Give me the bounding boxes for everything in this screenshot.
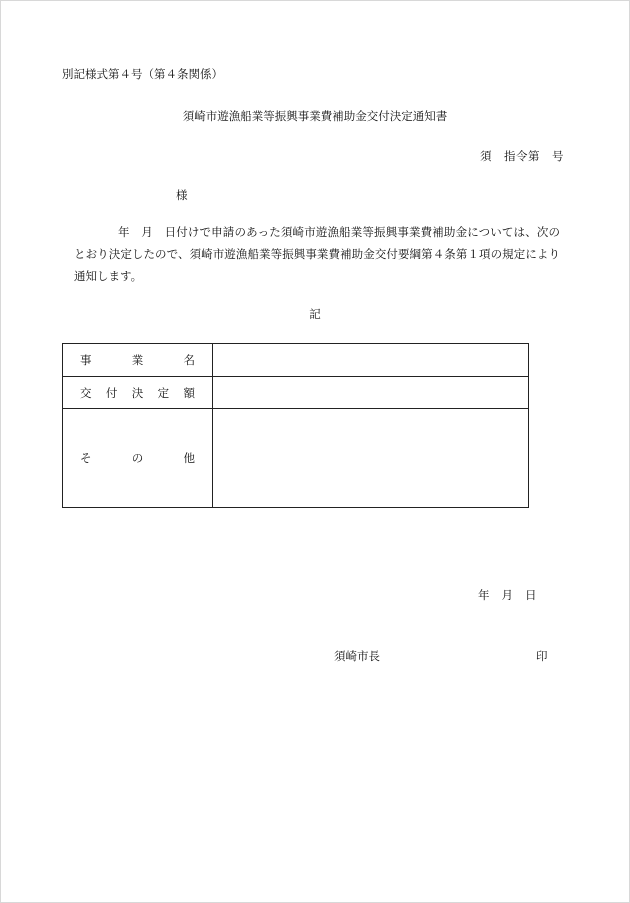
issue-date <box>478 587 537 603</box>
document-title: 須崎市遊漁船業等振興事業費補助金交付決定通知書 <box>182 109 448 123</box>
value-grant-amount <box>213 377 529 409</box>
date-month: 月 <box>501 588 513 602</box>
table-row <box>63 344 529 377</box>
date-year: 年 <box>478 588 490 602</box>
label-business-name: 事業名 <box>63 344 213 377</box>
table-row <box>63 377 529 409</box>
form-number: 別記様式第４号（第４条関係） <box>62 67 223 81</box>
value-other <box>213 409 529 508</box>
addressee-honorific: 様 <box>176 188 188 202</box>
detail-table <box>62 343 529 508</box>
issuer-name: 須崎市長 <box>334 649 380 663</box>
label-other: その他 <box>63 409 213 508</box>
ki-heading: 記 <box>309 307 321 321</box>
value-business-name <box>213 344 529 377</box>
label-grant-amount: 交付決定額 <box>63 377 213 409</box>
body-text: 年 月 日付けで申請のあった須崎市遊漁船業等振興事業費補助金については、次のとおり決定したので、須崎市遊漁船業等振興事業費補助金交付要綱第４条第１項の規定により通知します。 <box>74 225 560 283</box>
seal-mark: 印 <box>536 649 548 663</box>
table-row <box>63 409 529 508</box>
reference-number: 須 指令第 号 <box>480 149 564 163</box>
date-day: 日 <box>525 588 537 602</box>
